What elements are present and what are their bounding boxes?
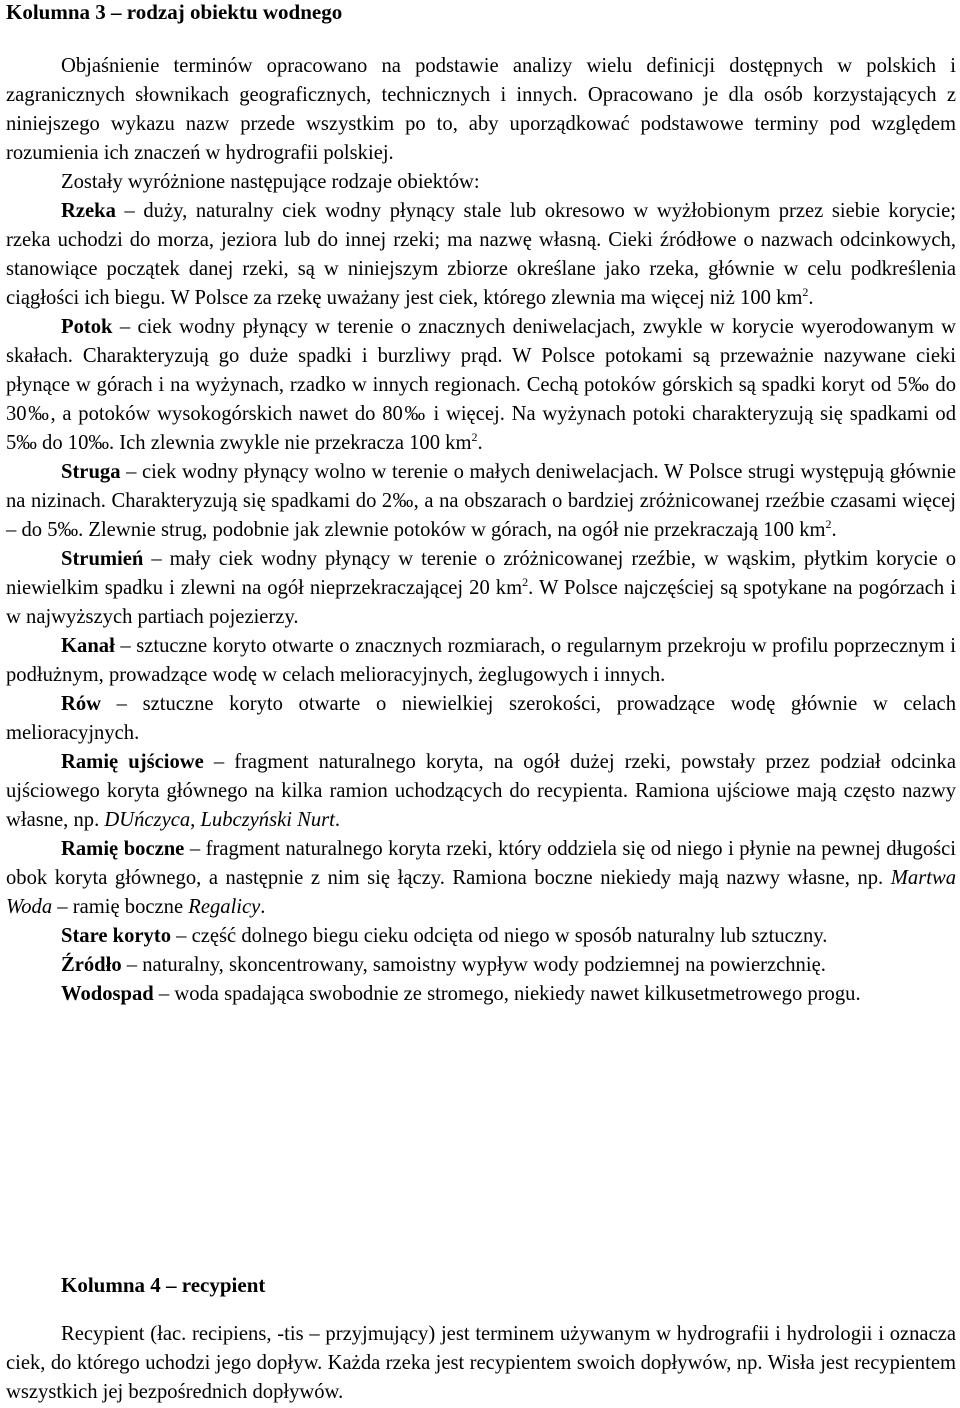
term-strumien (6, 545, 956, 632)
intro-paragraph: Objaśnienie terminów opracowano na podstawie analizy wielu definicji dostępnych w polskich i zagranicznych słownikach geograficznych, technicznych i innych. Opracowano je dla osób korzystających z niniejszego wykazu nazw przede wszystkim po to, aby uporządkować podstawowe terminy pod względem rozumienia ich znaczeń w hydrografii polskiej. (6, 55, 956, 164)
term-zrodlo (6, 951, 956, 980)
section-heading-kolumna-3: Kolumna 3 – rodzaj obiektu wodnego (6, 0, 343, 24)
term-wodospad (6, 980, 956, 1009)
superscript: 2 (471, 430, 478, 444)
intro-list-lead: Zostały wyróżnione następujące rodzaje obiektów: (61, 171, 480, 193)
recypient-paragraph: Recypient (łac. recipiens, -tis – przyjmujący) jest terminem używanym w hydrografii i hydrologii i oznacza ciek, do którego uchodzi jego dopływ. Każda rzeka jest recypientem swoich dopływów, np. Wisła jest recypientem wszystkich jej bezpośrednich dopływów. (6, 1323, 956, 1403)
term-stare-koryto (6, 922, 956, 951)
term-definition: – duży, naturalny ciek wodny płynący stale lub okresowo w wyżłobionym przez siebie korycie; rzeka uchodzi do morza, jeziora lub do innej rzeki; ma nazwę własną. Cieki źródłowe o nazwach odcinkowych, stanowiące początek danej rzeki, są w niniejszym zbiorze określane jako rzeka, głównie w celu podkreślenia ciągłości ich biegu. W Polsce za rzekę uważany jest ciek, którego zlewnia ma więcej niż 100 km (6, 200, 956, 309)
example-name: Regalicy (188, 896, 261, 918)
term-definition: – naturalny, skoncentrowany, samoistny wypływ wody podziemnej na powierzchnię. (121, 954, 826, 976)
term-definition: – woda spadająca swobodnie ze stromego, niekiedy nawet kilkusetmetrowego progu. (153, 983, 861, 1005)
term-definition: – ciek wodny płynący wolno w terenie o małych deniwelacjach. W Polsce strugi występują głównie na nizinach. Charakteryzują się spadkami do 2‰, a na obszarach o bardziej zróżnicowanej rzeźbie czasami więcej – do 5‰. Zlewnie strug, podobnie jak zlewnie potoków w górach, na ogół nie przekraczają 100 km (6, 461, 956, 541)
term-definition: – ciek wodny płynący w terenie o znacznych deniwelacjach, zwykle w korycie wyerodowanym w skałach. Charakteryzują go duże spadki i burzliwy prąd. W Polsce potokami są przeważnie nazywane cieki płynące w górach i na wyżynach, rzadko w innych regionach. Cechą potoków górskich są spadki koryt od 5‰ do 30‰, a potoków wysokogórskich nawet do 80‰ i więcej. Na wyżynach potoki charakteryzują się spadkami od 5‰ do 10‰. Ich zlewnia zwykle nie przekracza 100 km (6, 316, 956, 454)
term-definition: – sztuczne koryto otwarte o znacznych rozmiarach, o regularnym przekroju w profilu poprzecznym i podłużnym, prowadzące wodę w celach melioracyjnych, żeglugowych i innych. (6, 635, 956, 686)
term-end: . (260, 896, 266, 918)
section-heading-kolumna-4: Kolumna 4 – recypient (61, 1273, 266, 1297)
term-label: Stare koryto (61, 925, 172, 947)
term-definition: – sztuczne koryto otwarte o niewielkiej szerokości, prowadzące wodę głównie w celach melioracyjnych. (6, 693, 956, 744)
superscript: 2 (802, 285, 809, 299)
term-end: . W Polsce najczęściej są spotykane na pogórzach i w najwyższych partiach pojezierzy. (6, 577, 956, 628)
example-name: Martwa Woda (6, 867, 956, 918)
term-end: . (808, 287, 814, 309)
term-label: Wodospad (61, 983, 154, 1005)
term-label: Ramię ujściowe (61, 751, 204, 773)
term-struga (6, 458, 956, 545)
example-names: DUńczyca, Lubczyński Nurt (104, 809, 335, 831)
term-definition: – mały ciek wodny płynący w terenie o zróżnicowanej rzeźbie, w wąskim, płytkim korycie o niewielkim spadku i zlewni na ogół nieprzekraczającej 20 km (6, 548, 956, 599)
term-end: . (831, 519, 837, 541)
term-definition: – fragment naturalnego koryta rzeki, który oddziela się od niego i płynie na pewnej długości obok koryta głównego, a następnie z nim się łączy. Ramiona boczne niekiedy mają nazwy własne, np. (6, 838, 956, 889)
section-body-kolumna-4 (6, 1320, 956, 1407)
superscript: 2 (522, 575, 529, 589)
term-label: Rów (61, 693, 102, 715)
superscript: 2 (825, 517, 832, 531)
term-label: Rzeka (61, 200, 116, 222)
term-label: Potok (61, 316, 113, 338)
term-kanal (6, 632, 956, 690)
term-label: Źródło (61, 954, 122, 976)
term-end: . (334, 809, 341, 831)
section-body-kolumna-3 (6, 52, 956, 1009)
term-end: . (477, 432, 483, 454)
term-definition: – fragment naturalnego koryta, na ogół dużej rzeki, powstały przez podział odcinka ujściowego koryta głównego na kilka ramion uchodzących do recypienta. Ramiona ujściowe mają często nazwy własne, np. (6, 751, 956, 831)
term-potok (6, 313, 956, 458)
term-label: Kanał (61, 635, 115, 657)
term-label: Ramię boczne (61, 838, 185, 860)
term-label: Struga (61, 461, 121, 483)
term-ramie-boczne (6, 835, 956, 922)
term-definition-mid: – ramię boczne (52, 896, 189, 918)
term-row (6, 690, 956, 748)
term-label: Strumień (61, 548, 144, 570)
term-definition: – część dolnego biegu cieku odcięta od niego w sposób naturalny lub sztuczny. (171, 925, 828, 947)
term-rzeka (6, 197, 956, 313)
term-ramie-ujsciowe (6, 748, 956, 835)
